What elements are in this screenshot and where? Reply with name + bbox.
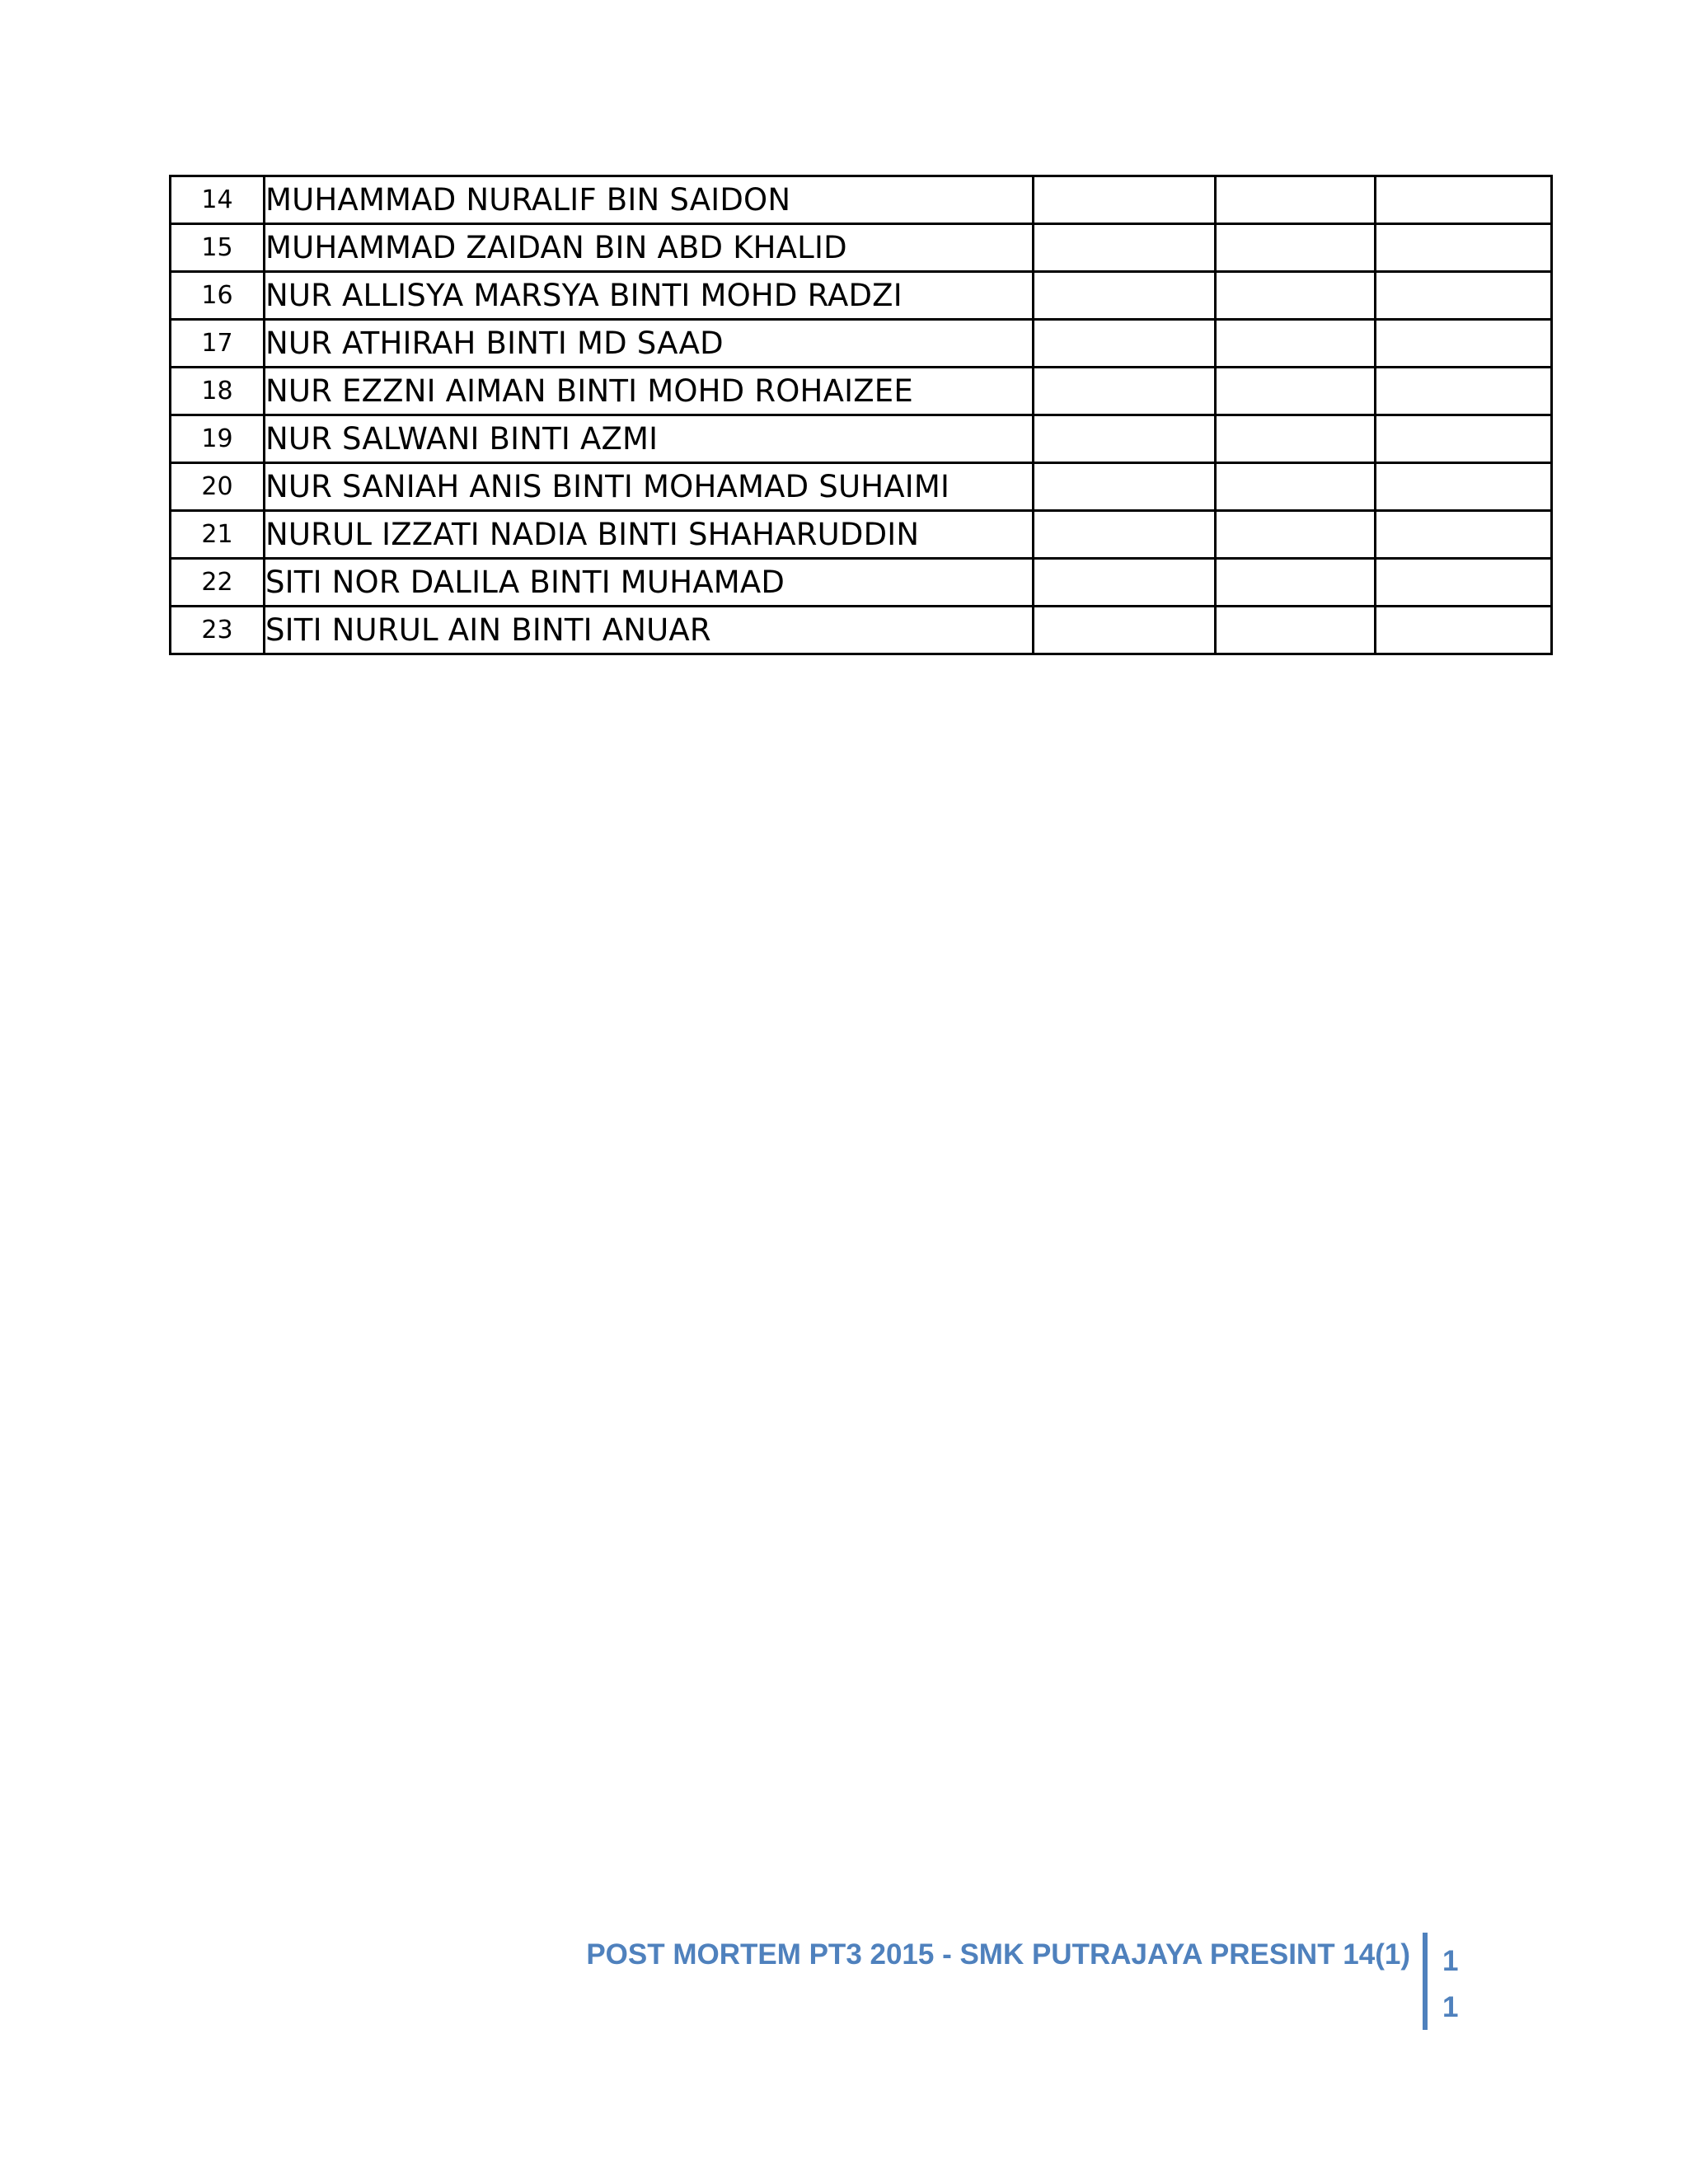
table-row <box>171 607 1552 654</box>
student-name: SITI NOR DALILA BINTI MUHAMAD <box>265 559 1034 607</box>
empty-cell <box>1216 176 1376 224</box>
table-row <box>171 272 1552 320</box>
row-number: 23 <box>171 607 265 654</box>
student-name: MUHAMMAD ZAIDAN BIN ABD KHALID <box>265 224 1034 272</box>
empty-cell <box>1034 320 1216 368</box>
footer-title: POST MORTEM PT3 2015 - SMK PUTRAJAYA PRESINT 14(1) <box>586 1938 1410 1971</box>
empty-cell <box>1376 272 1552 320</box>
table-row <box>171 224 1552 272</box>
empty-cell <box>1034 607 1216 654</box>
student-name: NUR ATHIRAH BINTI MD SAAD <box>265 320 1034 368</box>
table-row <box>171 463 1552 511</box>
empty-cell <box>1216 415 1376 463</box>
empty-cell <box>1376 176 1552 224</box>
student-name: NUR ALLISYA MARSYA BINTI MOHD RADZI <box>265 272 1034 320</box>
row-number: 22 <box>171 559 265 607</box>
row-number: 20 <box>171 463 265 511</box>
student-name: MUHAMMAD NURALIF BIN SAIDON <box>265 176 1034 224</box>
footer-divider <box>1423 1933 1428 2030</box>
table-row <box>171 320 1552 368</box>
row-number: 14 <box>171 176 265 224</box>
empty-cell <box>1216 607 1376 654</box>
empty-cell <box>1216 463 1376 511</box>
row-number: 17 <box>171 320 265 368</box>
empty-cell <box>1034 511 1216 559</box>
table-row <box>171 415 1552 463</box>
table-row <box>171 176 1552 224</box>
empty-cell <box>1376 224 1552 272</box>
empty-cell <box>1034 368 1216 415</box>
empty-cell <box>1216 320 1376 368</box>
empty-cell <box>1216 559 1376 607</box>
empty-cell <box>1376 320 1552 368</box>
empty-cell <box>1216 224 1376 272</box>
empty-cell <box>1376 511 1552 559</box>
student-table <box>169 175 1553 655</box>
empty-cell <box>1034 224 1216 272</box>
empty-cell <box>1034 559 1216 607</box>
row-number: 18 <box>171 368 265 415</box>
empty-cell <box>1376 607 1552 654</box>
empty-cell <box>1216 368 1376 415</box>
empty-cell <box>1376 415 1552 463</box>
table-row <box>171 559 1552 607</box>
table-row <box>171 511 1552 559</box>
page-number: 11 <box>1442 1945 1459 2023</box>
empty-cell <box>1376 463 1552 511</box>
student-name: NURUL IZZATI NADIA BINTI SHAHARUDDIN <box>265 511 1034 559</box>
student-name: NUR EZZNI AIMAN BINTI MOHD ROHAIZEE <box>265 368 1034 415</box>
empty-cell <box>1034 176 1216 224</box>
empty-cell <box>1034 415 1216 463</box>
student-name: SITI NURUL AIN BINTI ANUAR <box>265 607 1034 654</box>
empty-cell <box>1376 559 1552 607</box>
row-number: 16 <box>171 272 265 320</box>
student-name: NUR SANIAH ANIS BINTI MOHAMAD SUHAIMI <box>265 463 1034 511</box>
row-number: 21 <box>171 511 265 559</box>
empty-cell <box>1034 272 1216 320</box>
row-number: 19 <box>171 415 265 463</box>
row-number: 15 <box>171 224 265 272</box>
empty-cell <box>1216 272 1376 320</box>
student-name: NUR SALWANI BINTI AZMI <box>265 415 1034 463</box>
empty-cell <box>1376 368 1552 415</box>
empty-cell <box>1216 511 1376 559</box>
empty-cell <box>1034 463 1216 511</box>
table-row <box>171 368 1552 415</box>
